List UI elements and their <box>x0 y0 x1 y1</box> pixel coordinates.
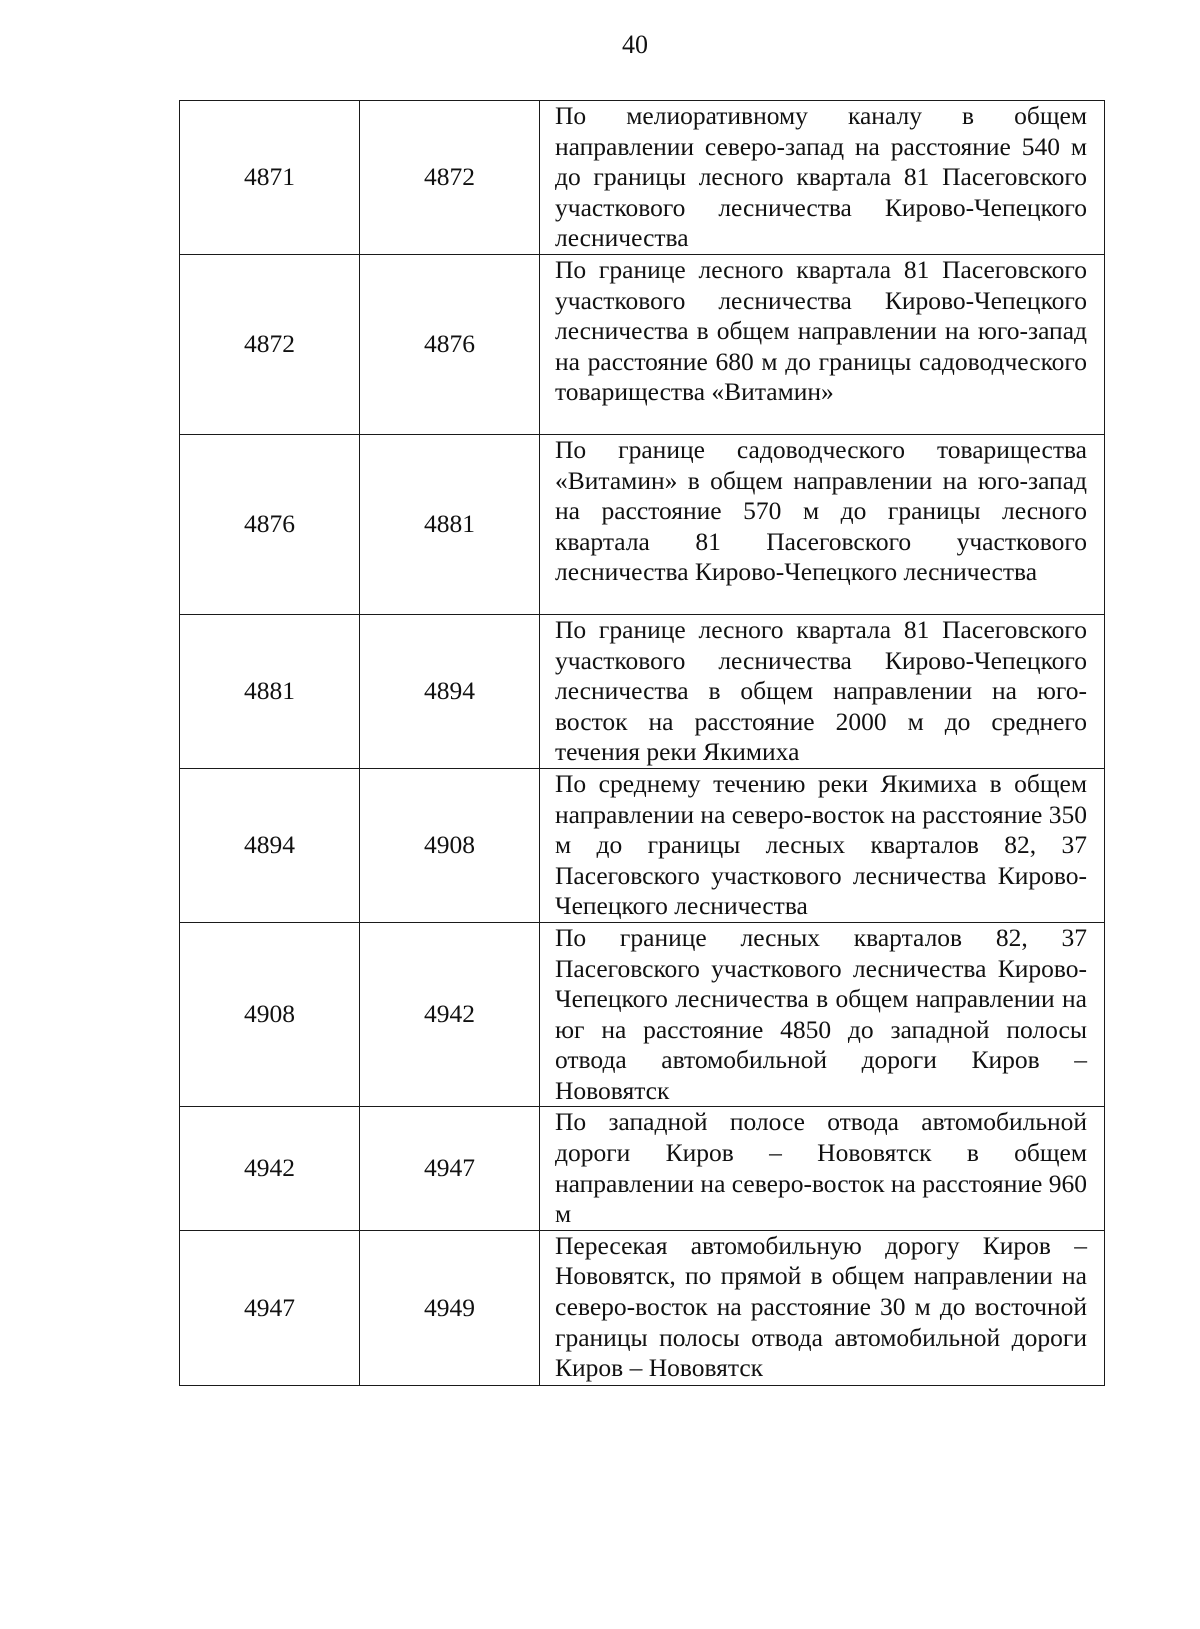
description-text: По мелиоративному каналу в общем направлении северо-запад на расстояние 540 м до границы лесного квартала 81 Пасеговского участкового лесничества Кирово-Чепецкого лесничества <box>555 101 1087 253</box>
from-point-cell: 4942 <box>180 1107 360 1230</box>
to-point-cell: 4908 <box>360 768 540 922</box>
from-point-cell: 4894 <box>180 768 360 922</box>
description-text: Пересекая автомобильную дорогу Киров – Нововятск, по прямой в общем направлении на северо-восток на расстояние 30 м до восточной границы полосы отвода автомобильной дороги Киров – Нововятск <box>555 1230 1087 1383</box>
description-text: По среднему течению реки Якимиха в общем направлении на северо-восток на расстояние 350 м до границы лесных кварталов 82, 37 Пасеговского участкового лесничества Кирово-Чепецкого лесничества <box>555 768 1087 921</box>
description-cell <box>540 434 1105 614</box>
to-point-cell: 4949 <box>360 1230 540 1385</box>
to-point-cell: 4872 <box>360 101 540 255</box>
table-row <box>180 614 1105 768</box>
description-text: По западной полосе отвода автомобильной дороги Киров – Нововятск в общем направлении на северо-восток на расстояние 960 м <box>555 1107 1087 1229</box>
table-row <box>180 768 1105 922</box>
table-row <box>180 1107 1105 1230</box>
table-row <box>180 254 1105 434</box>
description-cell <box>540 922 1105 1107</box>
from-point-cell: 4871 <box>180 101 360 255</box>
table-row <box>180 922 1105 1107</box>
description-cell <box>540 101 1105 255</box>
table-row <box>180 434 1105 614</box>
from-point-cell: 4872 <box>180 254 360 434</box>
to-point-cell: 4947 <box>360 1107 540 1230</box>
description-cell <box>540 768 1105 922</box>
description-text: По границе лесного квартала 81 Пасеговского участкового лесничества Кирово-Чепецкого лесничества в общем направлении на юго-запад на расстояние 680 м до границы садоводческого товарищества «Витамин» <box>555 254 1087 407</box>
page-number: 40 <box>622 30 648 59</box>
boundary-description-table <box>179 100 1105 1386</box>
to-point-cell: 4881 <box>360 434 540 614</box>
from-point-cell: 4908 <box>180 922 360 1107</box>
description-text: По границе лесных кварталов 82, 37 Пасеговского участкового лесничества Кирово-Чепецкого лесничества в общем направлении на юг на расстояние 4850 до западной полосы отвода автомобильной дороги Киров – Нововятск <box>555 922 1087 1105</box>
from-point-cell: 4947 <box>180 1230 360 1385</box>
description-text: По границе лесного квартала 81 Пасеговского участкового лесничества Кирово-Чепецкого лесничества в общем направлении на юго-восток на расстояние 2000 м до среднего течения реки Якимиха <box>555 614 1087 767</box>
table-row <box>180 1230 1105 1385</box>
description-cell <box>540 614 1105 768</box>
from-point-cell: 4881 <box>180 614 360 768</box>
to-point-cell: 4876 <box>360 254 540 434</box>
table-row <box>180 101 1105 255</box>
to-point-cell: 4942 <box>360 922 540 1107</box>
description-text: По границе садоводческого товарищества «Витамин» в общем направлении на юго-запад на расстояние 570 м до границы лесного квартала 81 Пасеговского участкового лесничества Кирово-Чепецкого лесничества <box>555 434 1087 587</box>
description-cell <box>540 254 1105 434</box>
to-point-cell: 4894 <box>360 614 540 768</box>
description-cell <box>540 1230 1105 1385</box>
description-cell <box>540 1107 1105 1230</box>
from-point-cell: 4876 <box>180 434 360 614</box>
